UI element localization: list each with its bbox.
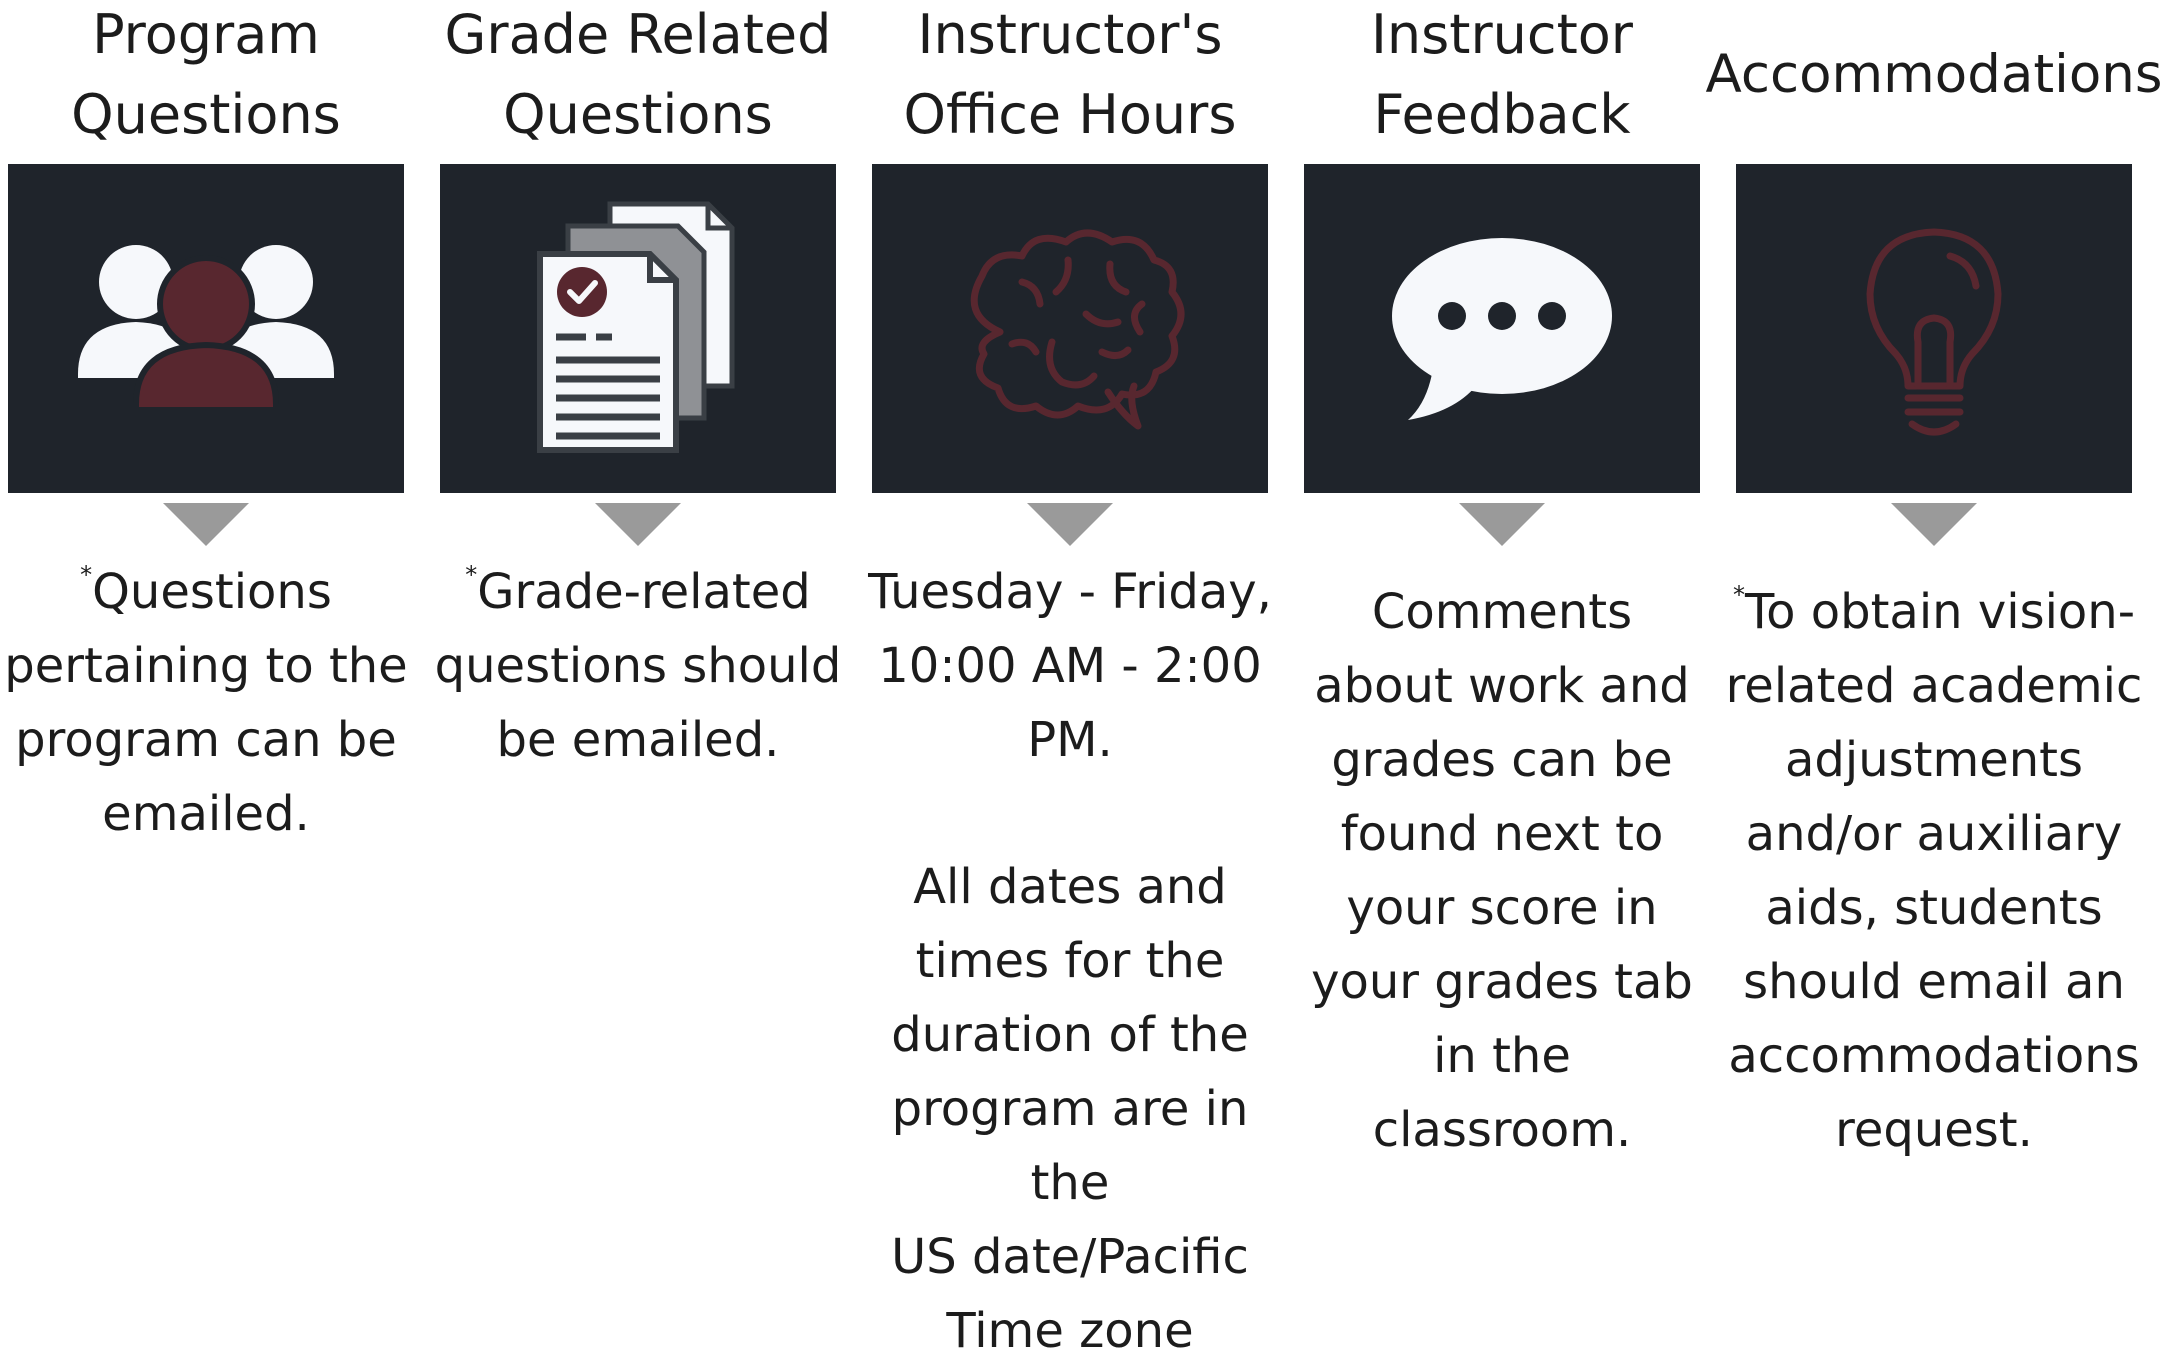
footnote-mark: * [465, 561, 478, 589]
footnote-mark: * [80, 561, 93, 589]
program-questions-heading: Program Questions [71, 3, 341, 146]
down-pointer-icon [1459, 503, 1545, 546]
grade-questions-column [434, 0, 842, 1279]
grade-questions-heading: Grade Related Questions [444, 3, 832, 146]
office-hours-schedule: Tuesday - Friday, 10:00 AM - 2:00 PM. [868, 564, 1272, 768]
time-zone-note: All dates and times for the duration of the program are in the US date/Pacific Time zone [891, 859, 1249, 1359]
program-questions-column [4, 0, 408, 1279]
lightbulb-icon [1736, 164, 2132, 493]
office-hours-tile [872, 164, 1268, 493]
program-questions-description: Questions pertaining to the program can be emailed. [4, 564, 408, 842]
accommodations-heading: Accommodations [1705, 44, 2163, 105]
speech-bubble-icon [1304, 164, 1700, 493]
documents-checkmark-icon [440, 164, 836, 493]
down-pointer-icon [595, 503, 681, 546]
accommodations-column [1705, 0, 2163, 1279]
instructor-feedback-column [1304, 0, 1700, 1279]
program-questions-text [0, 555, 422, 851]
instructor-feedback-tile [1304, 164, 1700, 493]
down-pointer-icon [163, 503, 249, 546]
program-questions-tile [8, 164, 404, 493]
people-group-icon [8, 164, 404, 493]
office-hours-column [868, 0, 1272, 1359]
office-hours-heading: Instructor's Office Hours [903, 3, 1237, 146]
down-pointer-icon [1027, 503, 1113, 546]
accommodations-description: To obtain vision- related academic adjustments and/or auxiliary aids, students should email an accommodations request. [1725, 584, 2143, 1158]
instructor-feedback-text: Comments about work and grades can be found next to your score in your grades tab in the classroom. [1311, 584, 1693, 1158]
grade-questions-tile [440, 164, 836, 493]
down-pointer-icon [1891, 503, 1977, 546]
footnote-mark: * [1732, 581, 1745, 609]
grade-questions-text [422, 555, 854, 777]
grade-questions-description: Grade-related questions should be emailed. [434, 564, 842, 768]
instructor-feedback-heading: Instructor Feedback [1371, 3, 1633, 146]
accommodations-tile [1736, 164, 2132, 493]
accommodations-text [1718, 575, 2150, 1167]
brain-icon [872, 164, 1268, 493]
